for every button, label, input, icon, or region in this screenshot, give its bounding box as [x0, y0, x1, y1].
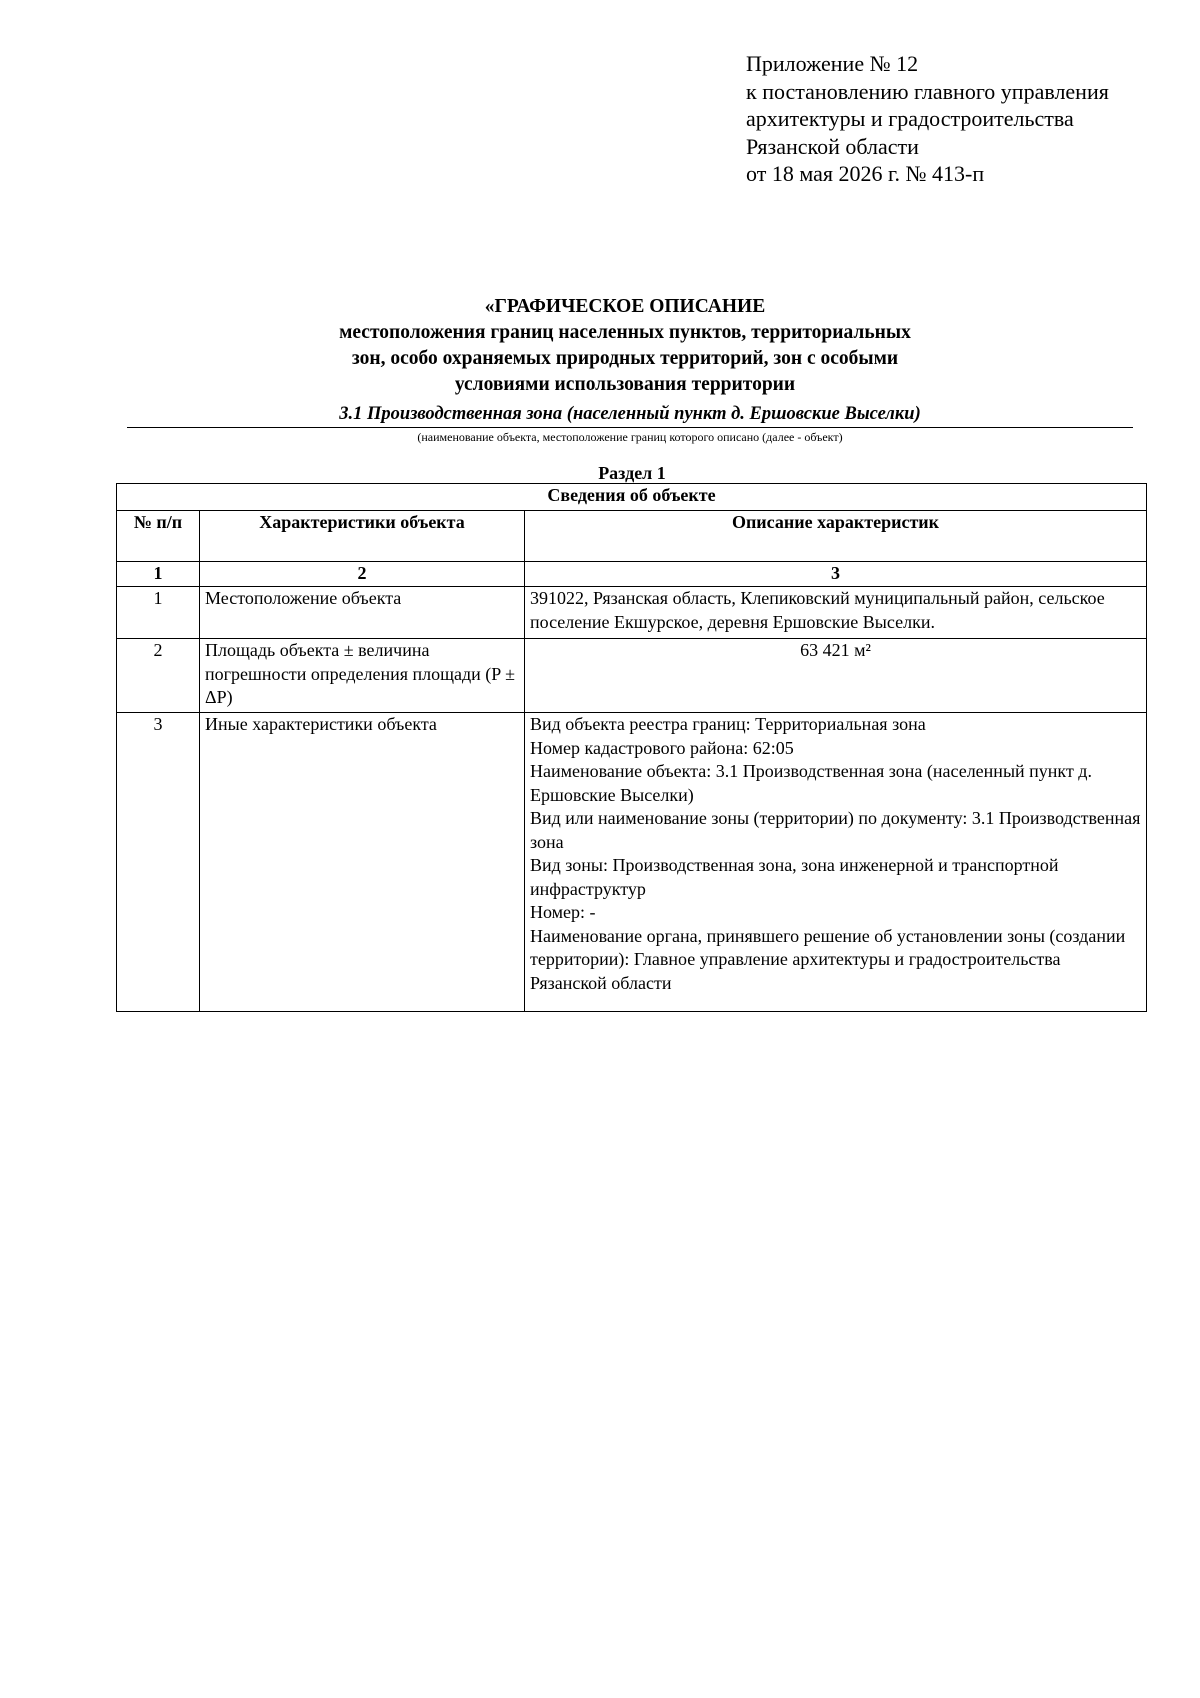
row-characteristic: Площадь объекта ± величина погрешности определения площади (P ± ΔP): [200, 639, 525, 713]
property-line: Номер кадастрового района: 62:05: [530, 737, 794, 758]
header-description: Описание характеристик: [525, 511, 1147, 562]
column-number: 1: [117, 562, 200, 587]
table-row: [117, 587, 1147, 639]
title-line: условиями использования территории: [454, 374, 796, 395]
title-line: «ГРАФИЧЕСКОЕ ОПИСАНИЕ: [484, 296, 766, 317]
table-caption: Сведения об объекте: [117, 484, 1147, 511]
property-line: Номер: -: [530, 902, 596, 922]
property-line: Наименование объекта: 3.1 Производственная зона (населенный пункт д. Ершовские Выселки): [530, 761, 1092, 805]
table-row: [117, 639, 1147, 713]
property-line: Вид зоны: Производственная зона, зона инженерной и транспортной инфраструктур: [530, 855, 1059, 899]
title-line: зон, особо охраняемых природных территорий, зон с особыми: [351, 348, 899, 369]
property-line: Вид или наименование зоны (территории) по документу: 3.1 Производственная зона: [530, 808, 1141, 852]
row-description-list: [525, 713, 1147, 1012]
table-header-row: [117, 511, 1147, 562]
row-number: 2: [117, 639, 200, 713]
header-number: № п/п: [117, 511, 200, 562]
table-row: [117, 713, 1147, 1012]
column-number: 2: [200, 562, 525, 587]
title-line: местоположения границ населенных пунктов, территориальных: [339, 322, 911, 343]
object-name: 3.1 Производственная зона (населенный пункт д. Ершовские Выселки): [339, 404, 921, 424]
row-description-area: 63 421 м²: [525, 639, 1147, 713]
row-description: 391022, Рязанская область, Клепиковский муниципальный район, сельское поселение Екшурское, деревня Ершовские Выселки.: [525, 587, 1147, 639]
appendix-line: от 18 мая 2026 г. № 413-п: [746, 161, 985, 186]
property-line: Вид объекта реестра границ: Территориальная зона: [530, 714, 926, 734]
object-info-table: [116, 483, 1147, 1012]
row-number: 3: [117, 713, 200, 1012]
object-name-hint: (наименование объекта, местоположение границ которого описано (далее - объект): [417, 430, 843, 444]
appendix-header: [746, 50, 1186, 188]
appendix-line: архитектуры и градостроительства: [746, 106, 1074, 131]
property-line: Наименование органа, принявшего решение об установлении зоны (создании территории): Главное управление архитектуры и градостроительства Рязанской области: [530, 925, 1126, 993]
appendix-line: Приложение № 12: [746, 51, 919, 76]
table-caption-row: [117, 484, 1147, 511]
appendix-line: к постановлению главного управления: [746, 78, 1109, 104]
row-characteristic: Местоположение объекта: [200, 587, 525, 639]
column-number-row: [117, 562, 1147, 587]
document-title: [117, 294, 1133, 398]
section-label: Раздел 1: [598, 463, 666, 483]
column-number: 3: [525, 562, 1147, 587]
row-number: 1: [117, 587, 200, 639]
header-characteristic: Характеристики объекта: [200, 511, 525, 562]
underline-divider: [127, 427, 1133, 428]
row-characteristic: Иные характеристики объекта: [200, 713, 525, 1012]
appendix-line: Рязанской области: [746, 133, 919, 159]
